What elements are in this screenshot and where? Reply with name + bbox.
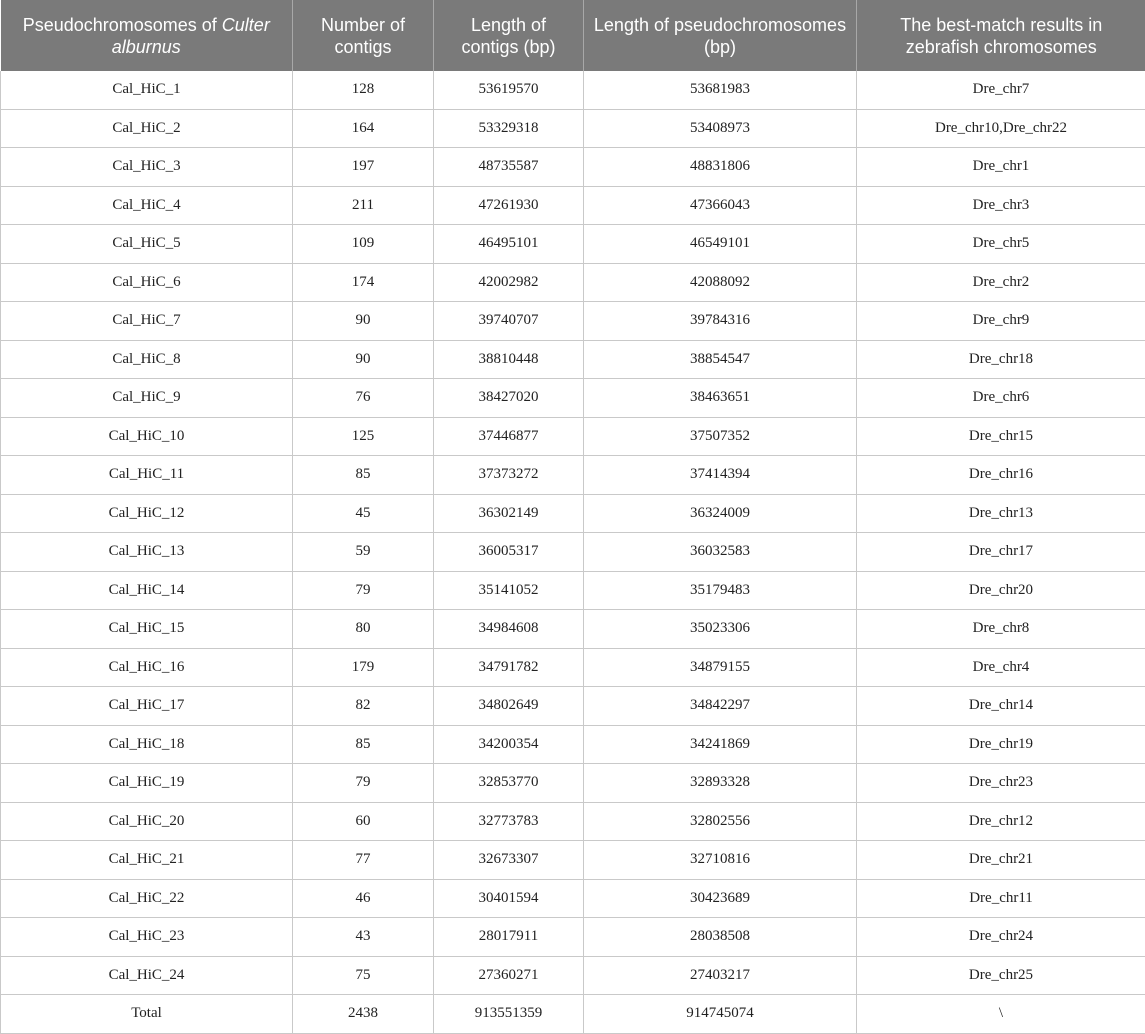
best-match-cell: Dre_chr15: [857, 417, 1145, 456]
table-row: [1, 648, 1145, 687]
pseudochromosome-cell: Cal_HiC_19: [1, 764, 293, 803]
contig-length-cell: 48735587: [434, 148, 584, 187]
contig-length-cell: 32853770: [434, 764, 584, 803]
table-row: [1, 379, 1145, 418]
pseudochromosome-length-cell: 38854547: [584, 340, 857, 379]
contig-length-cell: 37446877: [434, 417, 584, 456]
best-match-cell: Dre_chr8: [857, 610, 1145, 649]
table-row: [1, 533, 1145, 572]
table-row: [1, 71, 1145, 109]
contig-count-cell: 76: [293, 379, 434, 418]
pseudochromosome-cell: Cal_HiC_24: [1, 956, 293, 995]
best-match-cell: Dre_chr11: [857, 879, 1145, 918]
pseudochromosome-cell: Cal_HiC_10: [1, 417, 293, 456]
table-row: [1, 417, 1145, 456]
contig-count-cell: 90: [293, 302, 434, 341]
contig-count-cell: 2438: [293, 995, 434, 1034]
pseudochromosome-cell: Cal_HiC_9: [1, 379, 293, 418]
pseudochromosome-length-cell: 48831806: [584, 148, 857, 187]
best-match-cell: Dre_chr18: [857, 340, 1145, 379]
best-match-cell: Dre_chr6: [857, 379, 1145, 418]
best-match-cell: Dre_chr1: [857, 148, 1145, 187]
pseudochromosome-cell: Cal_HiC_2: [1, 109, 293, 148]
contig-length-cell: 34791782: [434, 648, 584, 687]
pseudochromosome-length-cell: 37507352: [584, 417, 857, 456]
pseudochromosome-cell: Cal_HiC_11: [1, 456, 293, 495]
pseudochromosome-length-cell: 34879155: [584, 648, 857, 687]
pseudochromosome-length-cell: 35179483: [584, 571, 857, 610]
contig-count-cell: 79: [293, 764, 434, 803]
contig-length-cell: 42002982: [434, 263, 584, 302]
header-species-name: Culter alburnus: [111, 14, 270, 57]
pseudochromosome-length-cell: 914745074: [584, 995, 857, 1034]
contig-length-cell: 28017911: [434, 918, 584, 957]
pseudochromosome-cell: Cal_HiC_21: [1, 841, 293, 880]
contig-length-cell: 46495101: [434, 225, 584, 264]
pseudochromosome-length-cell: 32710816: [584, 841, 857, 880]
pseudochromosome-length-cell: 27403217: [584, 956, 857, 995]
table-row: [1, 802, 1145, 841]
contig-length-cell: 53329318: [434, 109, 584, 148]
contig-count-cell: 75: [293, 956, 434, 995]
best-match-cell: Dre_chr25: [857, 956, 1145, 995]
header-number-of-contigs: Number of contigs: [293, 0, 434, 71]
contig-length-cell: 38810448: [434, 340, 584, 379]
contig-length-cell: 47261930: [434, 186, 584, 225]
table-row: [1, 302, 1145, 341]
best-match-cell: Dre_chr17: [857, 533, 1145, 572]
pseudochromosome-cell: Cal_HiC_3: [1, 148, 293, 187]
table-header: [1, 0, 1145, 71]
contig-count-cell: 125: [293, 417, 434, 456]
table-body: [1, 71, 1145, 1033]
contig-count-cell: 79: [293, 571, 434, 610]
pseudochromosome-length-cell: 47366043: [584, 186, 857, 225]
pseudochromosome-cell: Cal_HiC_5: [1, 225, 293, 264]
best-match-cell: Dre_chr10,Dre_chr22: [857, 109, 1145, 148]
contig-length-cell: 39740707: [434, 302, 584, 341]
best-match-cell: Dre_chr2: [857, 263, 1145, 302]
contig-count-cell: 90: [293, 340, 434, 379]
contig-count-cell: 59: [293, 533, 434, 572]
table-row: [1, 148, 1145, 187]
pseudochromosome-length-cell: 46549101: [584, 225, 857, 264]
pseudochromosome-cell: Cal_HiC_23: [1, 918, 293, 957]
table-row: [1, 571, 1145, 610]
contig-count-cell: 174: [293, 263, 434, 302]
contig-count-cell: 211: [293, 186, 434, 225]
contig-length-cell: 53619570: [434, 71, 584, 109]
best-match-cell: Dre_chr23: [857, 764, 1145, 803]
pseudochromosome-length-cell: 42088092: [584, 263, 857, 302]
best-match-cell: Dre_chr3: [857, 186, 1145, 225]
table-row: [1, 610, 1145, 649]
pseudochromosome-cell: Cal_HiC_22: [1, 879, 293, 918]
contig-count-cell: 164: [293, 109, 434, 148]
best-match-cell: Dre_chr12: [857, 802, 1145, 841]
contig-count-cell: 128: [293, 71, 434, 109]
contig-length-cell: 913551359: [434, 995, 584, 1034]
table-row: [1, 225, 1145, 264]
contig-count-cell: 80: [293, 610, 434, 649]
contig-count-cell: 109: [293, 225, 434, 264]
header-pseudochromosomes: [1, 0, 293, 71]
pseudochromosome-cell: Cal_HiC_6: [1, 263, 293, 302]
pseudochromosome-length-cell: 32893328: [584, 764, 857, 803]
pseudochromosome-cell: Cal_HiC_7: [1, 302, 293, 341]
best-match-cell: Dre_chr7: [857, 71, 1145, 109]
contig-length-cell: 27360271: [434, 956, 584, 995]
pseudochromosome-length-cell: 32802556: [584, 802, 857, 841]
contig-length-cell: 35141052: [434, 571, 584, 610]
contig-length-cell: 37373272: [434, 456, 584, 495]
pseudochromosome-length-cell: 34241869: [584, 725, 857, 764]
contig-count-cell: 82: [293, 687, 434, 726]
pseudochromosome-length-cell: 36032583: [584, 533, 857, 572]
contig-length-cell: 34802649: [434, 687, 584, 726]
pseudochromosome-length-cell: 28038508: [584, 918, 857, 957]
contig-count-cell: 45: [293, 494, 434, 533]
pseudochromosome-cell: Cal_HiC_4: [1, 186, 293, 225]
pseudochromosome-cell: Total: [1, 995, 293, 1034]
best-match-cell: Dre_chr4: [857, 648, 1145, 687]
contig-length-cell: 32673307: [434, 841, 584, 880]
best-match-cell: \: [857, 995, 1145, 1034]
best-match-cell: Dre_chr5: [857, 225, 1145, 264]
pseudochromosome-cell: Cal_HiC_13: [1, 533, 293, 572]
contig-count-cell: 60: [293, 802, 434, 841]
contig-count-cell: 179: [293, 648, 434, 687]
pseudochromosome-cell: Cal_HiC_16: [1, 648, 293, 687]
header-length-of-pseudochromosomes: Length of pseudochromosomes (bp): [584, 0, 857, 71]
contig-length-cell: 34200354: [434, 725, 584, 764]
contig-length-cell: 34984608: [434, 610, 584, 649]
contig-count-cell: 43: [293, 918, 434, 957]
header-pseudochromosomes-text: Pseudochromosomes of: [22, 14, 222, 35]
table-row: [1, 494, 1145, 533]
table-row: [1, 918, 1145, 957]
table-row: [1, 456, 1145, 495]
best-match-cell: Dre_chr24: [857, 918, 1145, 957]
contig-count-cell: 77: [293, 841, 434, 880]
total-row: [1, 995, 1145, 1034]
best-match-cell: Dre_chr16: [857, 456, 1145, 495]
best-match-cell: Dre_chr19: [857, 725, 1145, 764]
table-row: [1, 725, 1145, 764]
pseudochromosome-length-cell: 35023306: [584, 610, 857, 649]
header-length-of-contigs: Length of contigs (bp): [434, 0, 584, 71]
pseudochromosome-length-cell: 53681983: [584, 71, 857, 109]
pseudochromosome-length-cell: 39784316: [584, 302, 857, 341]
pseudochromosome-cell: Cal_HiC_15: [1, 610, 293, 649]
pseudochromosome-length-cell: 38463651: [584, 379, 857, 418]
pseudochromosome-cell: Cal_HiC_8: [1, 340, 293, 379]
table-row: [1, 764, 1145, 803]
pseudochromosome-cell: Cal_HiC_12: [1, 494, 293, 533]
pseudochromosome-length-cell: 37414394: [584, 456, 857, 495]
contig-count-cell: 85: [293, 725, 434, 764]
table-row: [1, 879, 1145, 918]
best-match-cell: Dre_chr21: [857, 841, 1145, 880]
pseudochromosome-cell: Cal_HiC_18: [1, 725, 293, 764]
contig-length-cell: 32773783: [434, 802, 584, 841]
best-match-cell: Dre_chr9: [857, 302, 1145, 341]
pseudochromosome-length-cell: 30423689: [584, 879, 857, 918]
contig-length-cell: 38427020: [434, 379, 584, 418]
best-match-cell: Dre_chr13: [857, 494, 1145, 533]
contig-length-cell: 36005317: [434, 533, 584, 572]
contig-length-cell: 30401594: [434, 879, 584, 918]
contig-count-cell: 46: [293, 879, 434, 918]
table-row: [1, 263, 1145, 302]
pseudochromosome-length-cell: 53408973: [584, 109, 857, 148]
header-best-match-results: The best-match results in zebrafish chromosomes: [857, 0, 1145, 71]
table-row: [1, 841, 1145, 880]
pseudochromosome-length-cell: 34842297: [584, 687, 857, 726]
contig-count-cell: 197: [293, 148, 434, 187]
table-row: [1, 687, 1145, 726]
contig-length-cell: 36302149: [434, 494, 584, 533]
table-row: [1, 186, 1145, 225]
pseudochromosome-cell: Cal_HiC_14: [1, 571, 293, 610]
header-row: [1, 0, 1145, 71]
table-row: [1, 956, 1145, 995]
pseudochromosome-length-cell: 36324009: [584, 494, 857, 533]
table-row: [1, 340, 1145, 379]
pseudochromosome-cell: Cal_HiC_17: [1, 687, 293, 726]
table-row: [1, 109, 1145, 148]
contig-count-cell: 85: [293, 456, 434, 495]
pseudochromosome-cell: Cal_HiC_20: [1, 802, 293, 841]
best-match-cell: Dre_chr14: [857, 687, 1145, 726]
best-match-cell: Dre_chr20: [857, 571, 1145, 610]
pseudochromosome-cell: Cal_HiC_1: [1, 71, 293, 109]
